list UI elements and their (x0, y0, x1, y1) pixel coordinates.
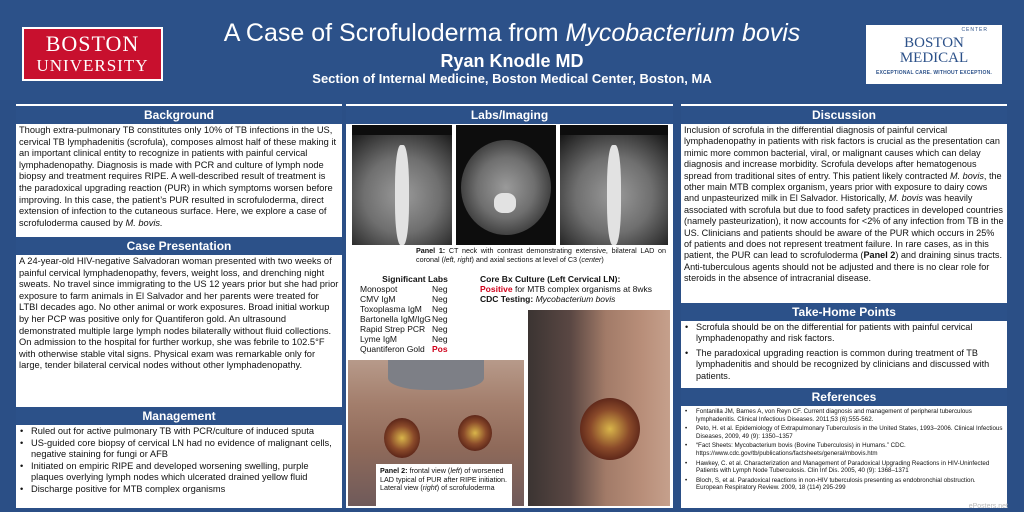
panel2-italic-2: right (422, 483, 437, 493)
panel2-text-c: ) of scrofuloderma (436, 483, 495, 493)
discussion-part-4: ) and draining sinus tracts. Anti-tuberculous agents should not be adjusted and there is no clear role for steroids in the absence of intracranial disease. (684, 250, 1002, 284)
discussion-heading: Discussion (681, 106, 1007, 124)
lab-row (360, 324, 470, 334)
lab-row (360, 314, 470, 324)
lab-result: Neg (432, 324, 448, 334)
labs-imaging-heading: Labs/Imaging (346, 106, 673, 124)
discussion-organism-1: M. bovis (950, 170, 984, 181)
management-item: • Ruled out for active pulmonary TB with PCR/culture of induced sputa (19, 426, 339, 438)
management-item: • Discharge positive for MTB complex organisms (19, 484, 339, 496)
bmc-logo-center: CENTER (961, 27, 988, 33)
frontal-neck-photo (348, 360, 524, 506)
significant-labs-table (360, 274, 470, 354)
lab-result: Neg (432, 314, 448, 324)
cdc-testing (480, 294, 670, 304)
panel1-end: ) (601, 254, 604, 264)
lab-row (360, 334, 470, 344)
center-column (346, 104, 673, 508)
lab-name: Lyme IgM (360, 334, 398, 344)
reference-item: • Fontanilla JM, Barnes A, von Reyn CF. Current diagnosis and management of peripheral tuberculous lymphadenitis. Clinical Infectious Diseases. 2011;53 (6):555-562. (684, 408, 1004, 423)
right-column (681, 104, 1007, 508)
bmc-logo-line2: MEDICAL (899, 50, 969, 66)
discussion-part-3: was heavily associated with scrofula but due to food safety practices in developed countries (namely pasteurization), it now accounts for <2% of any infection from TB in the US. Clinicians and patients should be aware of the PUR which occurs in 25% of patients and does not represent treatment failure. In rare cases, as in this patient, the PUR can lead to scrofuloderma ( (684, 193, 1004, 261)
lab-name: CMV IgM (360, 294, 396, 304)
background-heading: Background (16, 106, 342, 124)
discussion-text (684, 125, 1004, 285)
lab-name: Quantiferon Gold (360, 344, 425, 354)
cdc-label: CDC Testing: (480, 294, 534, 304)
reference-item: • Bloch, S, et al. Paradoxical reactions in non-HIV tuberculosis presenting as endobronchial obstruction. European Respiratory Review. 2009, 18 (114) 295-299 (684, 477, 1004, 492)
case-presentation-text: A 24-year-old HIV-negative Salvadoran woman presented with two weeks of painful cervical lymphadenopathy, fevers, weight loss, and drenching night sweats. No travel since immigrating to the US 12 years prior but she had prior exposure to farm animals in El Salvador and her parents were treated for LTBI decades ago. No other animal or work exposures. Broad initial workup by her PCP was positive only for Quantiferon gold. An ultrasound demonstrated multiple large lymph nodes bilaterally without fluid collections. On admission to the hospital for further workup, she was febrile to 102.5°F with otherwise stable vital signs. Physical exam was remarkable only for large, tender bilateral cervical nodes without other lymphadenopathy. (19, 256, 339, 371)
take-home-item: • The paradoxical upgrading reaction is common during treatment of TB lymphadenitis and should be recognized by clinicians and discussed with patients. (684, 348, 1004, 382)
ct-axial-center-image (456, 125, 556, 245)
lab-result: Neg (432, 284, 448, 294)
management-heading: Management (16, 407, 342, 425)
core-biopsy-result (480, 284, 670, 294)
panel2-caption-box (376, 464, 512, 506)
panel2-text-b: ) of worsened LAD typical of PUR after RIPE initiation. Lateral view ( (380, 466, 508, 493)
management-item: • Initiated on empiric RIPE and developed worsening swelling, purple plaques overlying lymph nodes which ulcerated drained yellow fluid (19, 461, 339, 484)
lab-row (360, 294, 470, 304)
reference-item: • Peto, H. et al. Epidemiology of Extrapulmonary Tuberculosis in the United States, 1993–2006. Clinical Infectious Diseases, 2009, 49 (9): 1350–1357 (684, 425, 1004, 440)
lab-row (360, 304, 470, 314)
discussion-organism-2: M. bovis (889, 193, 923, 204)
panel1-text: CT neck with contrast demonstrating extensive, bilateral LAD on coronal ( (416, 246, 666, 264)
lateral-neck-photo (528, 310, 670, 506)
poster-header (0, 0, 1024, 100)
take-home-heading: Take-Home Points (681, 303, 1007, 321)
lab-row (360, 284, 470, 294)
poster-author: Ryan Knodle MD (440, 51, 584, 71)
panel1-italic-1: left, right (443, 254, 472, 264)
ct-coronal-left-image (352, 125, 452, 245)
panel2-text-a: frontal view ( (407, 466, 451, 475)
discussion-part-2: , the other main MTB complex organism, years prior with exposure to dairy cows and unpasteurized milk in El Salvador. Historically, (684, 170, 1002, 204)
panel2-label: Panel 2: (380, 466, 408, 475)
panel2-italic-1: left (450, 466, 460, 475)
significant-labs-heading: Significant Labs (382, 274, 448, 284)
panel1-caption (416, 247, 666, 264)
lab-name: Toxoplasma IgM (360, 304, 422, 314)
lab-result: Neg (432, 304, 448, 314)
case-presentation-heading: Case Presentation (16, 237, 342, 255)
core-biopsy-heading: Core Bx Culture (Left Cervical LN): (480, 274, 621, 284)
boston-medical-center-logo (866, 25, 1002, 84)
poster-title (180, 18, 844, 48)
core-positive: Positive (480, 284, 513, 294)
eposters-watermark: ePosters.net (968, 503, 1008, 510)
poster-affiliation: Section of Internal Medicine, Boston Medical Center, Boston, MA (312, 71, 712, 86)
panel1-label: Panel 1: (416, 246, 446, 255)
references-heading: References (681, 388, 1007, 406)
lab-name: Bartonella IgM/IgG (360, 314, 431, 324)
lab-result: Neg (432, 334, 448, 344)
lab-name: Rapid Strep PCR (360, 324, 426, 334)
reference-item: • “Fact Sheets: Mycobacterium bovis (Bovine Tuberculosis) in Humans.” CDC. https://www.cdc.gov/tb/publications/factsheets/general/mbovis.htm (684, 442, 1004, 457)
reference-item: • Hawkey, C. et al. Characterization and Management of Paradoxical Upgrading Reactions in HIV-Uninfected Patients with Lymph Node Tuberculosis. Clin Inf Dis. 2005, 40 (9): 1368–1371 (684, 460, 1004, 475)
background-organism: M. bovis. (125, 217, 163, 228)
title-organism: Mycobacterium bovis (565, 19, 801, 47)
lab-row (360, 344, 470, 354)
discussion-panel-ref: Panel 2 (863, 250, 896, 261)
bmc-logo-tagline: EXCEPTIONAL CARE. WITHOUT EXCEPTION. (875, 70, 992, 76)
take-home-list (684, 322, 1004, 382)
discussion-part-1: Inclusion of scrofula in the differential diagnosis of painful cervical lymphadenopathy in patients with risk factors is crucial as the presentation can mimic more common bacterial, viral, or malignant causes which can delay diagnosis and increase morbidity. Scrofula develops after hematogenous spread from traditional sites of entry. This patient likely contracted (684, 125, 1000, 181)
lab-name: Monospot (360, 284, 398, 294)
boston-university-logo (22, 27, 163, 81)
title-prefix: A Case of Scrofuloderma from (223, 19, 566, 47)
background-body: Though extra-pulmonary TB constitutes only 10% of TB infections in the US, cervical TB lymphadenitis (scrofula), composes almost half of these making it an important clinical entity to recognize in patients with painful cervical lymphadenopathy. Diagnosis is made with PCR and culture of lymph node biopsy and treatment requires RIPE. A well-described result of treatment is the paradoxical upgrading reaction (PUR) in which symptoms worsen before improving. In this case, the patient’s PUR resulted in scrofuloderma, direct extension of infection to the cutaneous surface. Here, we explore a case of scrofuloderma caused by (19, 125, 337, 228)
lab-result-positive: Pos (432, 344, 448, 354)
management-item: • US-guided core biopsy of cervical LN had no evidence of malignant cells, negative staining for fungi or AFB (19, 438, 339, 461)
panel2-caption (376, 464, 512, 496)
core-rest: for MTB complex organisms at 8wks (512, 284, 652, 294)
cdc-value: Mycobacterium bovis (535, 294, 616, 304)
references-list (684, 408, 1004, 494)
lab-result: Neg (432, 294, 448, 304)
bu-logo-line2: UNIVERSITY (36, 56, 149, 75)
bu-logo-line1: BOSTON (45, 31, 140, 56)
core-biopsy-results (480, 274, 670, 304)
management-list (19, 426, 339, 496)
take-home-item: • Scrofula should be on the differential for patients with painful cervical lymphadenopathy and risk factors. (684, 322, 1004, 345)
bmc-logo-line1: BOSTON (904, 35, 964, 51)
ct-coronal-right-image (560, 125, 668, 245)
panel1-mid: ) and axial sections at level of C3 ( (471, 254, 582, 264)
left-column (16, 104, 342, 508)
panel1-italic-2: center (581, 254, 602, 264)
background-text (19, 125, 339, 229)
